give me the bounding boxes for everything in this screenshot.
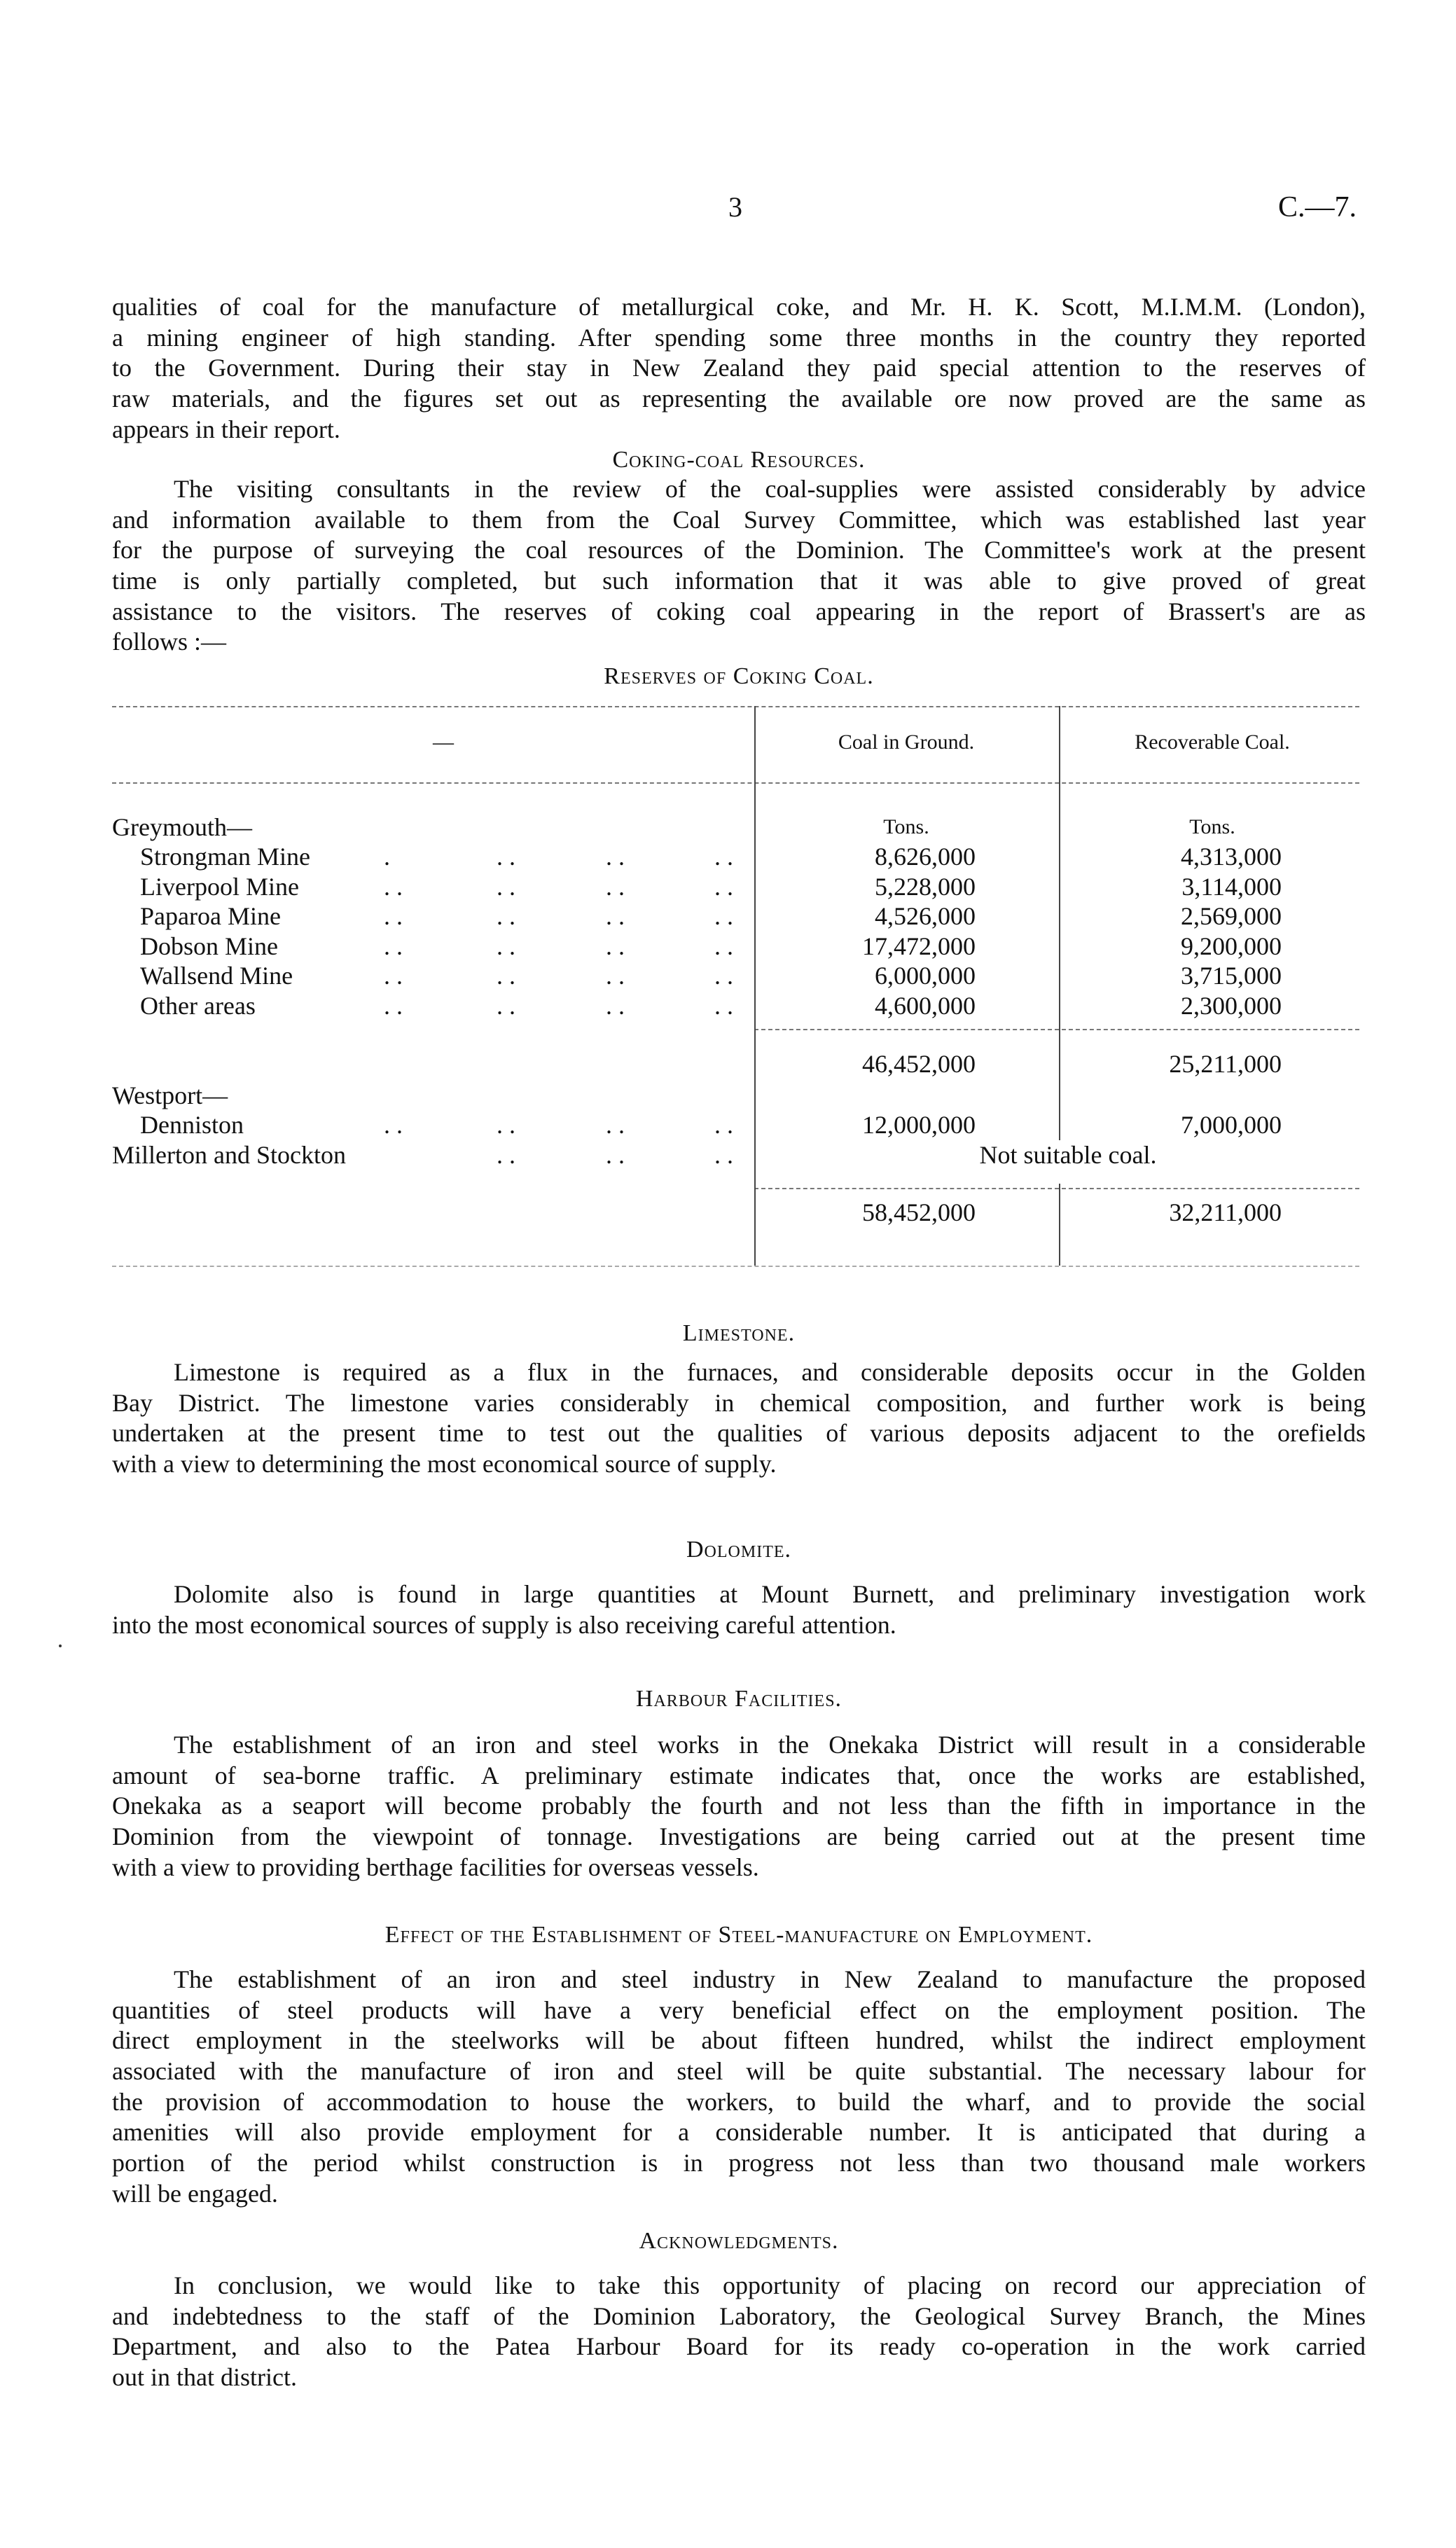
row-coal-in-ground: 8,626,000: [875, 843, 976, 871]
text-line: into the most economical sources of supply is also receiving careful attention.: [112, 1610, 896, 1639]
group-greymouth: Greymouth—: [112, 813, 252, 841]
dot-leader: [606, 960, 625, 991]
unit-tons: Tons.: [1189, 815, 1235, 838]
scan-speck: [59, 1645, 62, 1647]
text-line: associated with the manufacture of iron and steel will be quite substantial. The necessary labour for: [112, 2057, 1366, 2086]
denniston-recoverable: 7,000,000: [1181, 1111, 1282, 1139]
text-line: raw materials, and the figures set out as representing the available ore now proved are the same as: [112, 385, 1366, 413]
row-recoverable-coal: 4,313,000: [1181, 843, 1282, 871]
text-line: Onekaka as a seaport will become probably the fourth and not less than the fifth in importance in the: [112, 1792, 1366, 1820]
heading-limestone: Limestone.: [682, 1320, 796, 1346]
group-westport: Westport—: [112, 1081, 228, 1109]
limestone-paragraph: [112, 1357, 1366, 1480]
heading-harbour: Harbour Facilities.: [635, 1686, 843, 1712]
text-line: Bay District. The limestone varies considerably in chemical composition, and further work is being: [112, 1388, 1366, 1417]
row-coal-in-ground: 5,228,000: [875, 873, 976, 901]
dolomite-paragraph: [112, 1579, 1366, 1640]
row-coal-in-ground: 4,526,000: [875, 902, 976, 930]
millerton-note: Not suitable coal.: [979, 1141, 1157, 1169]
table-rule-header: [112, 782, 1359, 784]
row-name: Dobson Mine: [140, 932, 278, 960]
dot-leader: [714, 841, 733, 872]
dot-leader: [714, 1109, 733, 1140]
dot-leader: [384, 960, 403, 991]
text-line: undertaken at the present time to test out the qualities of various deposits adjacent to the orefields: [112, 1419, 1366, 1448]
document-reference: C.—7.: [1277, 191, 1357, 223]
dot-leader: [606, 1109, 625, 1140]
dot-leader: [606, 871, 625, 902]
dot-leader: [714, 960, 733, 991]
text-line: In conclusion, we would like to take this opportunity of placing on record our appreciation of: [174, 2271, 1366, 2299]
row-recoverable-coal: 2,300,000: [1181, 992, 1282, 1020]
dot-leader: [714, 901, 733, 932]
row-coal-in-ground: 4,600,000: [875, 992, 976, 1020]
unit-tons: Tons.: [883, 815, 929, 838]
dot-leader: [714, 990, 733, 1021]
dot-leader: [606, 931, 625, 962]
table-column-divider: [1059, 706, 1060, 1140]
row-recoverable-coal: 3,114,000: [1181, 873, 1282, 901]
row-coal-in-ground: 6,000,000: [875, 962, 976, 990]
text-line: follows :—: [112, 628, 227, 656]
table-column-divider: [1059, 1184, 1060, 1266]
row-coal-in-ground: 17,472,000: [862, 932, 976, 960]
subtotal-recoverable: 25,211,000: [1169, 1050, 1282, 1078]
row-name: Strongman Mine: [140, 843, 310, 871]
row-name: Paparoa Mine: [140, 902, 281, 930]
row-recoverable-coal: 3,715,000: [1181, 962, 1282, 990]
text-line: assistance to the visitors. The reserves of coking coal appearing in the report of Brassert's are as: [112, 597, 1366, 625]
text-line: the provision of accommodation to house the workers, to build the wharf, and to provide the social: [112, 2087, 1366, 2116]
text-line: amenities will also provide employment for a considerable number. It is anticipated that during a: [112, 2118, 1366, 2147]
dot-leader: [497, 990, 515, 1021]
text-line: qualities of coal for the manufacture of metallurgical coke, and Mr. H. K. Scott, M.I.M.M. (London),: [112, 293, 1366, 321]
header-recoverable-coal: Recoverable Coal.: [1135, 731, 1290, 754]
text-line: The establishment of an iron and steel works in the Onekaka District will result in a considerable: [174, 1731, 1366, 1759]
acknowledgments-paragraph: [112, 2271, 1366, 2393]
page-number: 3: [728, 191, 742, 223]
dot-leader: [606, 841, 625, 872]
text-line: Dominion from the viewpoint of tonnage. Investigations are being carried out at the present time: [112, 1822, 1366, 1851]
table-title: Reserves of Coking Coal.: [604, 663, 874, 689]
dot-leader: [497, 931, 515, 962]
dot-leader: [384, 841, 390, 872]
row-name: Liverpool Mine: [140, 873, 299, 901]
text-line: Limestone is required as a flux in the furnaces, and considerable deposits occur in the Golden: [174, 1358, 1366, 1386]
text-line: The visiting consultants in the review of the coal-supplies were assisted considerably by advice: [174, 475, 1366, 503]
heading-dolomite: Dolomite.: [686, 1537, 792, 1563]
text-line: quantities of steel products will have a very beneficial effect on the employment position. The: [112, 1995, 1366, 2024]
row-recoverable-coal: 9,200,000: [1181, 932, 1282, 960]
dot-leader: [606, 901, 625, 932]
dot-leader: [497, 1109, 515, 1140]
text-line: a mining engineer of high standing. After spending some three months in the country they reported: [112, 323, 1366, 352]
table-rule-subtotal: [754, 1029, 1359, 1030]
text-line: for the purpose of surveying the coal resources of the Dominion. The Committee's work at the present: [112, 536, 1366, 565]
dot-leader: [714, 871, 733, 902]
text-line: and indebtedness to the staff of the Dominion Laboratory, the Geological Survey Branch, the Mines: [112, 2301, 1366, 2330]
dot-leader: [714, 931, 733, 962]
row-recoverable-coal: 2,569,000: [1181, 902, 1282, 930]
total-ground: 58,452,000: [862, 1198, 976, 1226]
coking-paragraph: [112, 474, 1366, 658]
table-rule-bottom: [112, 1266, 1359, 1267]
dot-leader: [497, 1140, 515, 1170]
text-line: Dolomite also is found in large quantities at Mount Burnett, and preliminary investigation work: [174, 1580, 1366, 1608]
heading-coking-coal: Coking-coal Resources.: [612, 447, 866, 473]
text-line: appears in their report.: [112, 415, 340, 443]
text-line: will be engaged.: [112, 2179, 278, 2208]
row-name: Other areas: [140, 992, 256, 1020]
dot-leader: [606, 990, 625, 1021]
heading-employment: Effect of the Establishment of Steel-manufacture on Employment.: [384, 1922, 1093, 1948]
heading-acknowledgments: Acknowledgments.: [639, 2228, 839, 2254]
dot-leader: [497, 871, 515, 902]
total-recoverable: 32,211,000: [1169, 1198, 1282, 1226]
text-line: The establishment of an iron and steel industry in New Zealand to manufacture the proposed: [174, 1965, 1366, 1993]
dot-leader: [497, 901, 515, 932]
table-column-divider: [754, 706, 756, 1266]
text-line: time is only partially completed, but such information that it was able to give proved of great: [112, 567, 1366, 595]
intro-paragraph: [112, 292, 1366, 445]
text-line: out in that district.: [112, 2363, 297, 2392]
text-line: Department, and also to the Patea Harbour Board for its ready co-operation in the work carried: [112, 2332, 1366, 2361]
row-name: Millerton and Stockton: [112, 1141, 346, 1169]
dot-leader: [384, 931, 403, 962]
dot-leader: [714, 1140, 733, 1170]
text-line: direct employment in the steelworks will be about fifteen hundred, whilst the indirect employment: [112, 2026, 1366, 2055]
dot-leader: [384, 990, 403, 1021]
dot-leader: [384, 901, 403, 932]
table-rule-total: [754, 1188, 1359, 1189]
text-line: with a view to providing berthage facilities for overseas vessels.: [112, 1853, 759, 1881]
text-line: portion of the period whilst construction is in progress not less than two thousand male workers: [112, 2149, 1366, 2177]
dot-leader: [497, 960, 515, 991]
dot-leader: [384, 1109, 403, 1140]
denniston-ground: 12,000,000: [862, 1111, 976, 1139]
dot-leader: [606, 1140, 625, 1170]
text-line: with a view to determining the most economical source of supply.: [112, 1450, 777, 1479]
dot-leader: [384, 871, 403, 902]
text-line: and information available to them from the Coal Survey Committee, which was established last year: [112, 505, 1366, 534]
row-name: Denniston: [140, 1111, 244, 1139]
header-description: —: [433, 731, 454, 754]
harbour-paragraph: [112, 1730, 1366, 1883]
employment-paragraph: [112, 1965, 1366, 2210]
header-coal-in-ground: Coal in Ground.: [838, 731, 975, 754]
text-line: amount of sea-borne traffic. A preliminary estimate indicates that, once the works are established,: [112, 1761, 1366, 1789]
dot-leader: [497, 841, 515, 872]
text-line: to the Government. During their stay in New Zealand they paid special attention to the reserves of: [112, 354, 1366, 382]
row-name: Wallsend Mine: [140, 962, 293, 990]
table-rule-top: [112, 706, 1359, 707]
subtotal-ground: 46,452,000: [862, 1050, 976, 1078]
